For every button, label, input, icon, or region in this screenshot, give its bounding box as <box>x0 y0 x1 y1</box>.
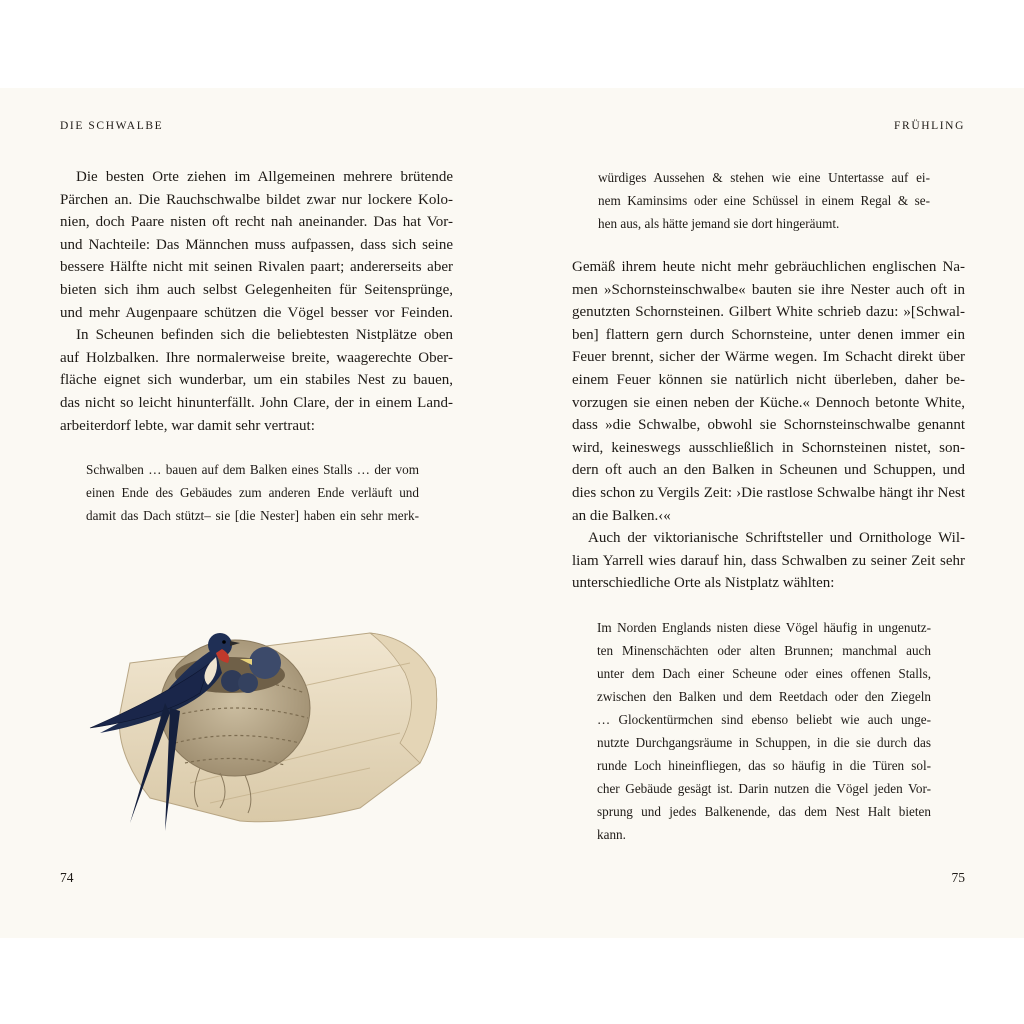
text-line: bessere Hälfte nicht mit seinen Rivalen paart; andererseits aber <box>60 259 453 276</box>
quote-line: runde Loch hineinfliegen, das so häufig in die Türen sol- <box>597 758 931 773</box>
quote-line: ten Minenschächten oder alten Brunnen; manchmal auch <box>597 643 931 658</box>
text-line: dies schon zu Vergils Zeit: ›Die rastlose Schwalbe hängt ihr Nest <box>572 484 965 501</box>
quote-line: zwischen den Balken und dem Reetdach oder den Ziegeln <box>597 689 931 704</box>
right-quote-continued <box>598 166 930 235</box>
quote-line: Im Norden Englands nisten diese Vögel häufig in ungenutz- <box>597 620 931 635</box>
quote-line: unter dem Dach einer Scheune oder eines offenen Stalls, <box>597 666 931 681</box>
page-number-left: 74 <box>60 870 74 885</box>
text-line: unterschiedliche Orte als Nistplatz wählten: <box>572 575 835 592</box>
text-line: auf Holzbalken. Ihre normalerweise breite, waagerechte Ober- <box>60 349 453 366</box>
chick <box>238 673 258 693</box>
text-line: fläche eignet sich wunderbar, um ein stabiles Nest zu bauen, <box>60 372 453 389</box>
text-line: Auch der viktorianische Schriftsteller und Ornithologe Wil- <box>588 530 965 547</box>
running-head-right: FRÜHLING <box>894 120 965 132</box>
text-line: das nicht so leicht hinunterfällt. John Clare, der in einem Land- <box>60 394 453 411</box>
page-number-right: 75 <box>951 870 965 885</box>
text-line: Feuer brennt, sicher der Wärme wegen. Im Schacht direkt über <box>572 349 965 366</box>
text-line: bieten sich ihm auch selbst Gelegenheiten für Seitensprünge, <box>60 281 453 298</box>
quote-line: einen Ende des Gebäudes zum anderen Ende verläuft und <box>86 485 419 500</box>
text-line: an die Balken.‹« <box>572 507 671 524</box>
text-line: Die besten Orte ziehen im Allgemeinen mehrere brütende <box>76 169 453 185</box>
text-line: und mehr Augenpaare schützen die Vögel besser vor Feinden. <box>60 304 453 321</box>
text-line: genutzten Schornsteinen. Gilbert White schrieb dazu: »[Schwal- <box>572 304 965 321</box>
text-line: In Scheunen befinden sich die beliebtesten Nistplätze oben <box>76 327 453 344</box>
book-spread <box>0 88 1024 938</box>
right-page <box>512 88 1024 938</box>
quote-line: cher Gebäude gesägt ist. Darin nutzen die Vögel jeden Vor- <box>597 781 931 796</box>
text-line: Gemäß ihrem heute nicht mehr gebräuchlichen englischen Na- <box>572 259 965 275</box>
text-line: und Nachteile: Das Männchen muss aufpassen, dass sich seine <box>60 236 453 253</box>
quote-line: nem Kaminsims oder eine Schüssel in einem Regal & se- <box>598 193 930 208</box>
text-line: men »Schornsteinschwalbe« bauten sie ihre Nester auch oft in <box>572 281 965 298</box>
left-body-text <box>60 166 453 437</box>
text-line: nien, doch Paare nisten oft recht nah aneinander. Das hat Vor- <box>60 214 453 231</box>
text-line: Pärchen an. Die Rauchschwalbe bildet zwar nur lockere Kolo- <box>60 191 453 208</box>
running-head-left: DIE SCHWALBE <box>60 120 164 132</box>
quote-line: hen aus, als hätte jemand sie dort hingeräumt. <box>598 216 840 231</box>
quote-line: Schwalben … bauen auf dem Balken eines Stalls … der vom <box>86 462 419 477</box>
quote-line: … Glockentürmchen sind ebenso beliebt wie auch unge- <box>597 712 931 727</box>
text-line: ben] flattern gern durch Schornsteine, unter denen immer ein <box>572 326 965 343</box>
text-line: vorzugen sie einen neben der Küche.« Dennoch betonte White, <box>572 394 965 411</box>
quote-line: kann. <box>597 827 626 842</box>
text-line: dern oft auch an den Balken in Scheunen und Schuppen, und <box>572 462 965 479</box>
left-page <box>0 88 512 938</box>
quote-line: damit das Dach stützt– sie [die Nester] haben ein sehr merk- <box>86 508 419 523</box>
left-block-quote <box>86 458 419 527</box>
text-line: dass »die Schwalbe, obwohl sie Schornsteinschwalbe genannt <box>572 417 965 434</box>
quote-line: sprung und jedes Balkenende, das dem Nest Halt bieten <box>597 804 931 819</box>
text-line: liam Yarrell wies darauf hin, dass Schwalben zu seiner Zeit sehr <box>572 552 965 569</box>
text-line: wird, keineswegs ausschließlich in Schornsteinen nistet, son- <box>572 439 965 456</box>
quote-line: würdiges Aussehen & stehen wie eine Untertasse auf ei- <box>598 170 930 185</box>
chick <box>249 647 281 679</box>
text-line: arbeiterdorf lebte, war damit sehr vertraut: <box>60 417 315 434</box>
quote-line: nutzte Durchgangsräume in Schuppen, in die sie durch das <box>597 735 931 750</box>
right-block-quote <box>597 616 931 846</box>
right-body-text <box>572 256 965 595</box>
swallow-nest-drawing <box>70 593 450 843</box>
swallow-nest-illustration <box>70 593 450 843</box>
text-line: einem Feuer können sie natürlich nicht überleben, daher be- <box>572 371 965 388</box>
